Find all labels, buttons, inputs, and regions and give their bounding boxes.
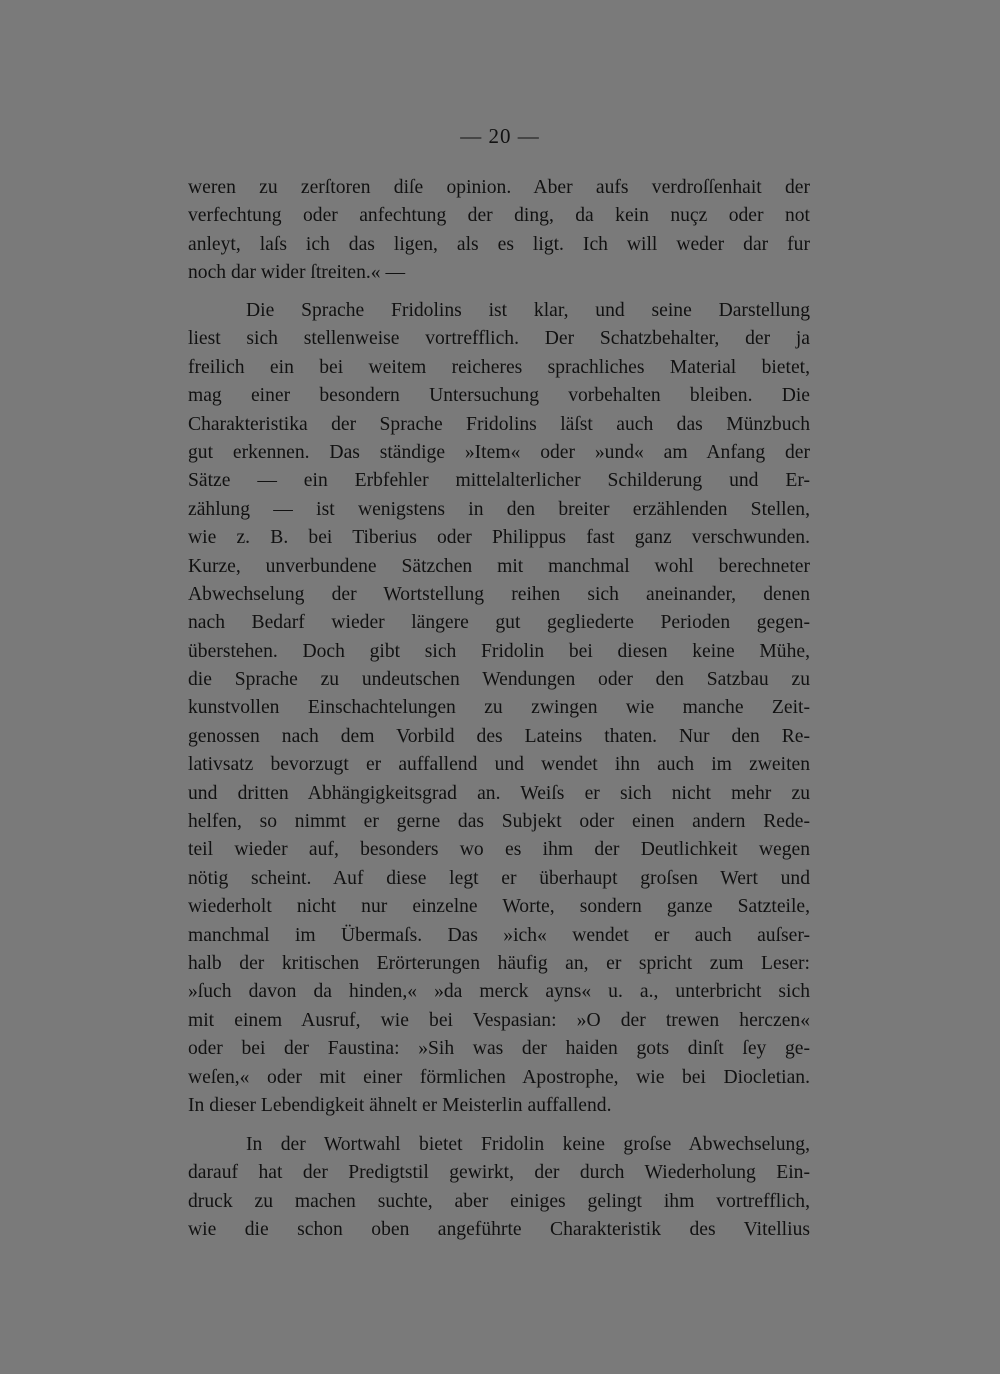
text-line: anleyt, laſs ich das ligen, als es ligt. Ich will weder dar fur <box>188 233 810 255</box>
text-line: darauf hat der Predigtstil gewirkt, der durch Wiederholung Ein- <box>188 1162 810 1184</box>
text-line: manchmal im Übermaſs. Das »ich« wendet er auch auſser- <box>188 924 810 946</box>
text-line: wie die schon oben angeführte Charakteristik des Vitellius <box>188 1219 810 1241</box>
text-line: nötig scheint. Auf diese legt er überhaupt groſsen Wert und <box>188 867 810 889</box>
text-line: kunstvollen Einschachtelungen zu zwingen wie manche Zeit- <box>188 697 810 719</box>
paragraph-2 <box>188 297 810 1120</box>
text-line: mit einem Ausruf, wie bei Vespasian: »O der trewen herczen« <box>188 1009 810 1031</box>
text-line: wie z. B. bei Tiberius oder Philippus fast ganz verschwunden. <box>188 527 810 549</box>
text-line: lativsatz bevorzugt er auffallend und wendet ihn auch im zweiten <box>188 754 810 776</box>
text-line: zählung — ist wenigstens in den breiter erzählenden Stellen, <box>188 498 810 520</box>
paragraph-1 <box>188 174 810 288</box>
text-line: Die Sprache Fridolins ist klar, und seine Darstellung <box>246 300 810 321</box>
text-line: wiederholt nicht nur einzelne Worte, sondern ganze Satzteile, <box>188 896 810 918</box>
paragraph-3 <box>188 1131 810 1245</box>
text-line: halb der kritischen Erörterungen häufig an, er spricht zum Leser: <box>188 952 810 974</box>
text-line: die Sprache zu undeutschen Wendungen oder den Satzbau zu <box>188 669 810 691</box>
text-line: gut erkennen. Das ständige »Item« oder »und« am Anfang der <box>188 441 810 463</box>
text-line: genossen nach dem Vorbild des Lateins thaten. Nur den Re- <box>188 725 810 747</box>
text-line: mag einer besondern Untersuchung vorbehalten bleiben. Die <box>188 385 810 407</box>
text-line: Kurze, unverbundene Sätzchen mit manchmal wohl berechneter <box>188 555 810 577</box>
text-line: druck zu machen suchte, aber einiges gelingt ihm vortrefflich, <box>188 1190 810 1212</box>
text-line: weſen,« oder mit einer förmlichen Apostrophe, wie bei Diocletian. <box>188 1066 810 1088</box>
text-line: Sätze — ein Erbfehler mittelalterlicher Schilderung und Er- <box>188 470 810 492</box>
text-line: oder bei der Faustina: »Sih was der haiden gots dinſt ſey ge- <box>188 1038 810 1060</box>
text-line: freilich ein bei weitem reicheres sprachliches Material bietet, <box>188 356 810 378</box>
page-number: — 20 — <box>460 124 540 148</box>
text-line: nach Bedarf wieder längere gut gegliederte Perioden gegen- <box>188 612 810 634</box>
text-line: In dieser Lebendigkeit ähnelt er Meisterlin auffallend. <box>188 1094 612 1116</box>
text-line: noch dar wider ſtreiten.« — <box>188 262 406 284</box>
text-line: Charakteristika der Sprache Fridolins läſst auch das Münzbuch <box>188 413 810 435</box>
text-line: Abwechselung der Wortstellung reihen sich aneinander, denen <box>188 583 810 605</box>
text-line: überstehen. Doch gibt sich Fridolin bei diesen keine Mühe, <box>188 640 810 662</box>
text-line: In der Wortwahl bietet Fridolin keine groſse Abwechselung, <box>246 1134 810 1155</box>
text-line: liest sich stellenweise vortrefflich. Der Schatzbehalter, der ja <box>188 328 810 350</box>
text-line: und dritten Abhängigkeitsgrad an. Weiſs er sich nicht mehr zu <box>188 782 810 804</box>
text-line: weren zu zerſtoren diſe opinion. Aber aufs verdroſſenhait der <box>188 177 810 198</box>
text-line: verfechtung oder anfechtung der ding, da kein nuçz oder not <box>188 205 810 227</box>
text-line: »ſuch davon da hinden,« »da merck ayns« u. a., unterbricht sich <box>188 981 810 1003</box>
text-line: teil wieder auf, besonders wo es ihm der Deutlichkeit wegen <box>188 839 810 861</box>
text-line: helfen, so nimmt er gerne das Subjekt oder einen andern Rede- <box>188 811 810 833</box>
